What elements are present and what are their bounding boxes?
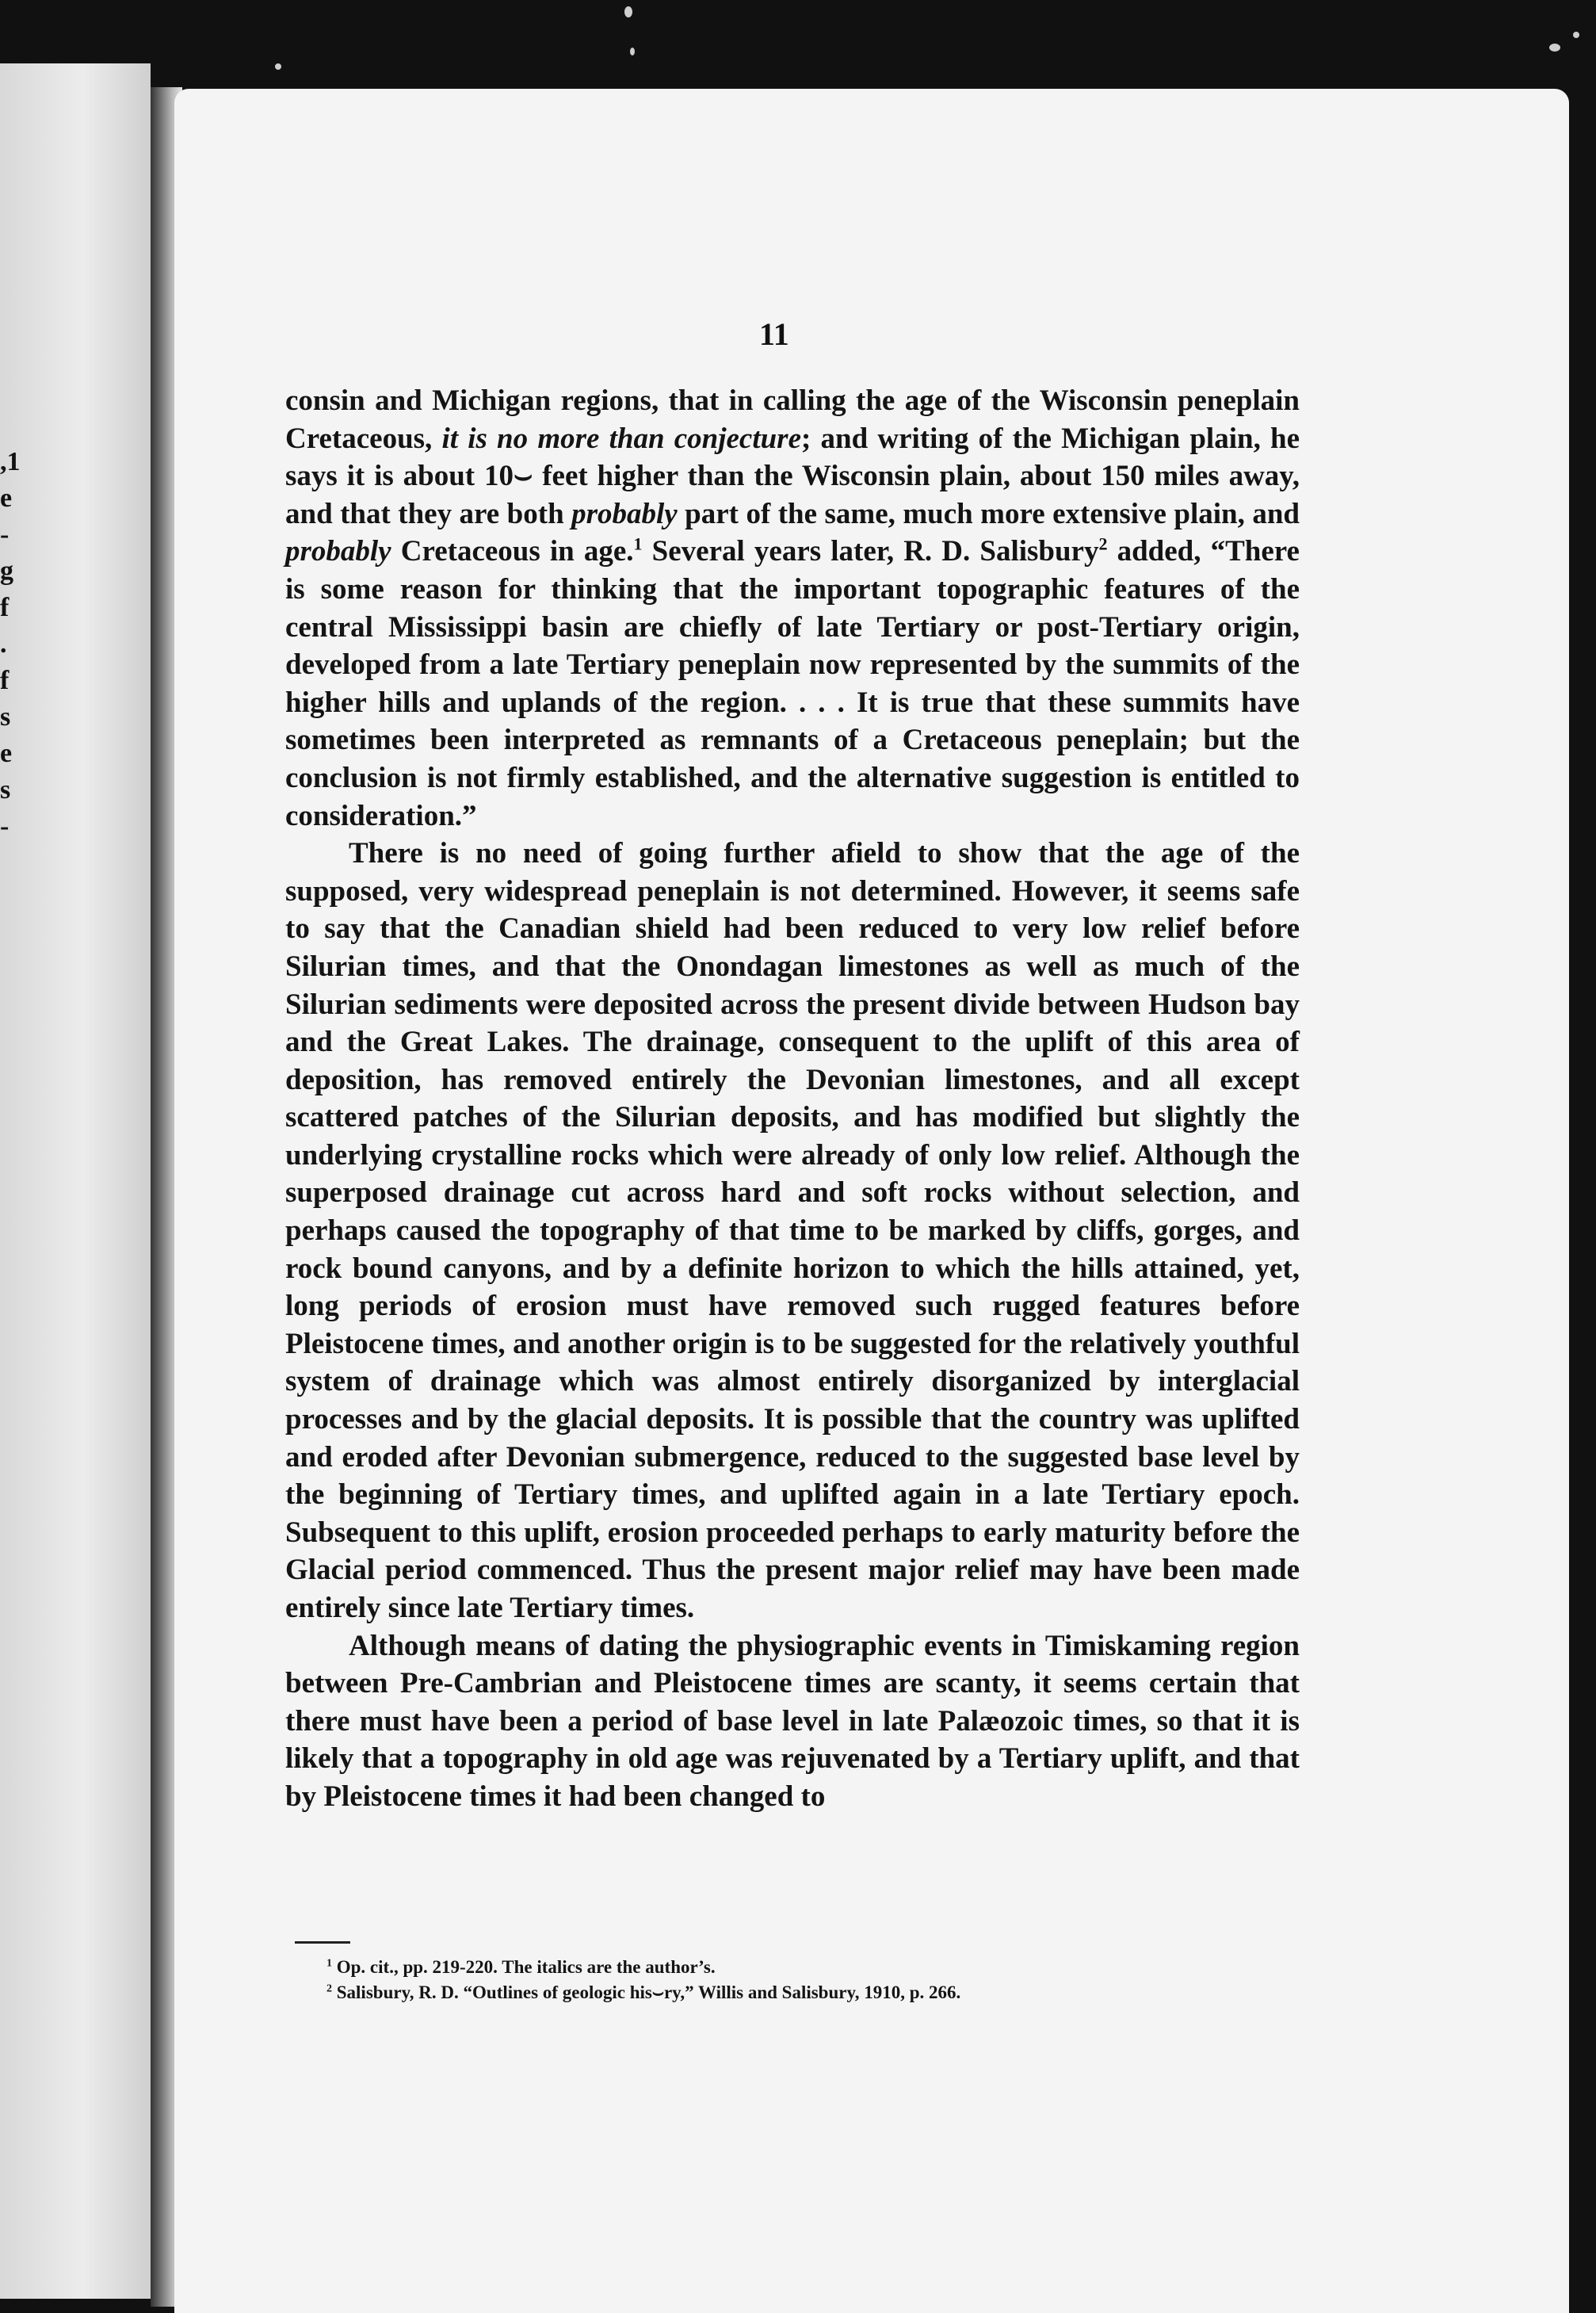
italic-text: probably [571, 497, 678, 530]
footnote-text: Op. cit., pp. 219-220. The italics are the author’s. [332, 1957, 716, 1977]
text-run: Cretaceous in age. [391, 535, 634, 568]
margin-mark: f [0, 593, 10, 622]
text-run: part of the same, much more extensive plain, and [677, 497, 1300, 530]
footnote-marker: 2 [326, 1982, 332, 1995]
footnote-reference: 1 [633, 534, 643, 555]
left-margin-marks [0, 444, 24, 845]
page-number: 11 [759, 316, 789, 352]
margin-mark: s [0, 702, 11, 732]
footnote-marker: 1 [326, 1957, 332, 1970]
footnote-reference: 2 [1098, 534, 1108, 555]
footnote-divider [295, 1941, 350, 1944]
margin-mark: - [0, 520, 10, 549]
margin-mark: e [0, 739, 13, 768]
margin-mark: s [0, 775, 11, 805]
body-text [285, 382, 1300, 1816]
text-run: Several years later, R. D. Salisbury [642, 535, 1099, 568]
footnote [326, 1980, 1277, 2005]
margin-mark: ,1 [0, 447, 21, 476]
footnote [326, 1955, 1277, 1980]
text-run: consin and Mic​h​igan regions, that in calling the age of the Wisconsin peneplain Cretaceous, [285, 384, 1300, 455]
footnote-text: Salisbury, R. D. “Outlines of geologic his⌣ry,” Willis and Salisbury, 1910, p. 266. [332, 1982, 961, 2002]
margin-mark: . [0, 629, 7, 659]
scan-top-border [0, 0, 1596, 79]
margin-mark: - [0, 812, 10, 841]
text-run: added, “There is some reason for thinking that the important topographic features of the central Mississippi basin are chiefly of late Tertiary or post-Tertiary origin, developed from a late Tertiary pene​plain now represented by the summits of the higher hills and uplands of the region. . . . It is true that these summits have sometimes been interpreted as remnants of a Cretaceous peneplain; but the conclusion is not firmly established, and the alternative suggestion is entitled to consideration.” [285, 535, 1300, 832]
text-run: ; and writing of the Michigan plain, he says it is about 10⌣ feet higher than the Wisconsin plain, about 150 miles away, and that they are both [285, 422, 1300, 530]
paragraph [285, 382, 1300, 835]
margin-mark: f [0, 666, 10, 695]
paragraph [285, 1627, 1300, 1816]
paragraph [285, 835, 1300, 1627]
italic-text: it is no more than conjecture [441, 422, 802, 455]
previous-page-edge [0, 63, 151, 2299]
margin-mark: e [0, 484, 13, 513]
margin-mark: g [0, 556, 13, 586]
italic-text: probably [285, 535, 391, 568]
text-run: There is no need of going further afield to show that the age of the supposed, very widespread peneplain is not determined. However, it seems safe to say that the Canadian shield had been reduced to very low relief before Silurian times, and that the Onondagan limestones as well as much of the Silurian sediments were deposited across the present divide between Hudson bay and the Great Lakes. The drainage, consequent to the uplift of this area of deposition, has removed entirely the Devonian limestones, and all except scattered patches of the Silurian deposits, and has modified but slightly the underlying crystalline rocks which were already of only low relief. Although the superposed drainage cut across hard and soft rocks without selection, and perhaps caused the topography of that time to be marked by cliffs, gorges, and rock bound canyons, and by a definite horizon to which the hills attained, yet, long periods of erosion must have removed such rugged features before Pleistocene times, and another origin is to be suggested for the relatively youthful system of drainage which was almost entirely disorganized by interglacial processes and by the glacial deposits. It is possible that the country was uplifted and eroded after Devonian submergence, reduced to the suggested base level by the beginning of Tertiary times, and uplifted again in a late Tertiary epoch. Subsequent to this uplift, erosion proceeded perhaps to early maturity before the Glacial period commenced. Thus the present major relief may have been made entirely since late Tertiary times. [285, 837, 1300, 1624]
text-run: Although means of dating the physiographic events in Timiskaming region between Pre-Cambrian and Pleistocene times are scanty, it seems certain that there must have been a period of base level in late Palæozoic times, so that it is likely that a topography in old age was rejuvenated by a Tertiary uplift, and that by Pleistocene times it had been changed to [285, 1629, 1300, 1813]
footnotes [326, 1955, 1277, 2005]
